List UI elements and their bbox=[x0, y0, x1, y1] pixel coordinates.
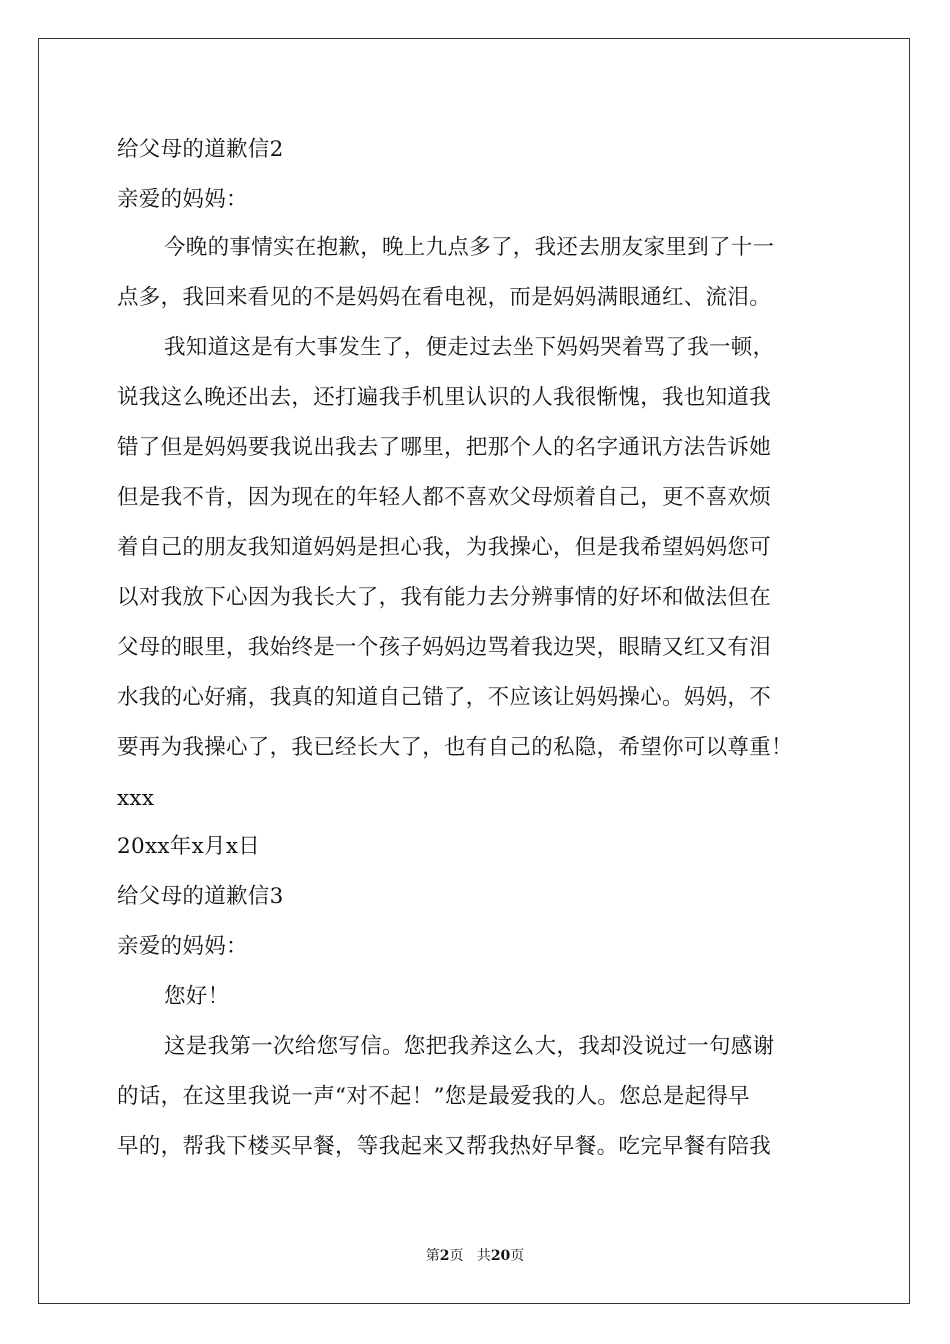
paragraph-line: 我知道这是有大事发生了，便走过去坐下妈妈哭着骂了我一顿， bbox=[164, 335, 775, 360]
total-suffix: 页 bbox=[510, 1248, 525, 1264]
paragraph-line: 以对我放下心因为我长大了，我有能力去分辨事情的好坏和做法但在 bbox=[117, 585, 772, 610]
total-pages: 20 bbox=[490, 1248, 511, 1264]
paragraph-line: 但是我不肯，因为现在的年轻人都不喜欢父母烦着自己，更不喜欢烦 bbox=[117, 485, 772, 510]
paragraph-line: 早的，帮我下楼买早餐，等我起来又帮我热好早餐。吃完早餐有陪我 bbox=[117, 1134, 772, 1159]
paragraph-line: 今晚的事情实在抱歉，晚上九点多了，我还去朋友家里到了十一 bbox=[164, 235, 775, 260]
letter-title: 给父母的道歉信3 bbox=[117, 884, 284, 909]
page-number: 2 bbox=[439, 1248, 450, 1264]
page-border bbox=[38, 38, 910, 1304]
signature: xxx bbox=[117, 786, 155, 811]
total-prefix: 共 bbox=[476, 1248, 491, 1264]
paragraph-line: 父母的眼里，我始终是一个孩子妈妈边骂着我边哭，眼睛又红又有泪 bbox=[117, 635, 772, 660]
date-line: 20xx年x月x日 bbox=[117, 834, 261, 859]
paragraph-line: 的话，在这里我说一声“对不起！”您是最爱我的人。您总是起得早 bbox=[117, 1084, 750, 1109]
paragraph-line: 这是我第一次给您写信。您把我养这么大，我却没说过一句感谢 bbox=[164, 1034, 775, 1059]
paragraph-line: 水我的心好痛，我真的知道自己错了，不应该让妈妈操心。妈妈，不 bbox=[117, 685, 772, 710]
salutation: 亲爱的妈妈： bbox=[117, 934, 248, 959]
page-suffix: 页 bbox=[449, 1248, 464, 1264]
greeting: 您好！ bbox=[164, 984, 230, 1009]
paragraph-line: 着自己的朋友我知道妈妈是担心我，为我操心，但是我希望妈妈您可 bbox=[117, 535, 772, 560]
page-footer bbox=[0, 1246, 950, 1266]
paragraph-line: 要再为我操心了，我已经长大了，也有自己的私隐，希望你可以尊重！ bbox=[117, 735, 793, 760]
paragraph-line: 点多，我回来看见的不是妈妈在看电视，而是妈妈满眼通红、流泪。 bbox=[117, 285, 772, 310]
paragraph-line: 说我这么晚还出去，还打遍我手机里认识的人我很惭愧，我也知道我 bbox=[117, 385, 772, 410]
letter-title: 给父母的道歉信2 bbox=[117, 137, 284, 162]
salutation: 亲爱的妈妈： bbox=[117, 187, 248, 212]
page-prefix: 第 bbox=[425, 1248, 440, 1264]
paragraph-line: 错了但是妈妈要我说出我去了哪里，把那个人的名字通讯方法告诉她 bbox=[117, 435, 772, 460]
